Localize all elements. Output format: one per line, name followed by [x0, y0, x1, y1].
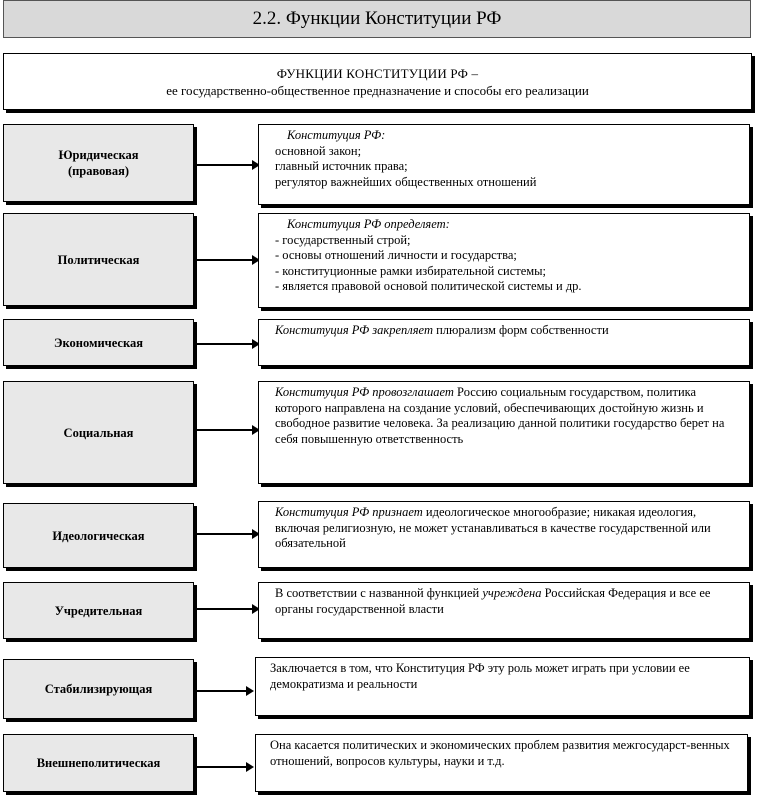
list-item: - государственный строй;: [275, 233, 741, 249]
function-constituent: [3, 582, 194, 639]
list-item: основной закон;: [275, 143, 362, 158]
desc-stabilizing: [255, 657, 750, 716]
page-title-text: 2.2. Функции Конституции РФ: [252, 8, 502, 29]
arrow-legal: [195, 164, 253, 166]
desc-foreign-policy-text: Она касается политических и экономических проблем развития межгосударст-венных отношений, вопросов культуры, науки и т.д.: [270, 738, 730, 768]
list-item: главный источник права;: [275, 159, 408, 173]
function-legal-subname: (правовая): [67, 164, 130, 178]
function-social: [3, 381, 194, 484]
desc-economic-text: плюрализм форм собственности: [432, 323, 609, 337]
desc-political-list: [275, 233, 741, 295]
arrow-economic: [195, 343, 253, 345]
desc-ideological: [258, 501, 750, 568]
definition-heading: ФУНКЦИИ КОНСТИТУЦИИ РФ –: [276, 65, 479, 81]
function-social-name: Социальная: [63, 425, 134, 440]
desc-social-lead: Конституция РФ провозглашает: [275, 385, 454, 399]
desc-ideological-lead: Конституция РФ признает: [275, 505, 423, 519]
list-item: - является правовой основой политической системы и др.: [275, 279, 741, 295]
function-foreign-policy: [3, 734, 194, 792]
function-stabilizing: [3, 659, 194, 719]
function-legal: [3, 124, 194, 202]
function-stabilizing-name: Стабилизирующая: [44, 682, 153, 696]
desc-constituent-text-before: В соответствии с названной функцией: [275, 586, 483, 600]
desc-legal-lead: Конституция РФ:: [287, 128, 386, 142]
function-political: [3, 213, 194, 306]
function-legal-name: Юридическая: [58, 148, 139, 162]
desc-political-lead: Конституция РФ определяет:: [287, 217, 450, 231]
desc-stabilizing-text: Заключается в том, что Конституция РФ эту роль может играть при условии ее демократизма и реальности: [270, 661, 690, 691]
desc-foreign-policy: [255, 734, 748, 792]
desc-constituent-text-after: Российская Федерация и все ее органы государственной власти: [275, 586, 711, 616]
list-item: - конституционные рамки избирательной системы;: [275, 264, 741, 280]
arrow-foreign-policy: [195, 766, 247, 768]
desc-economic-lead: Конституция РФ закрепляет: [275, 323, 433, 337]
list-item: регулятор важнейших общественных отношений: [275, 174, 537, 189]
function-political-name: Политическая: [57, 252, 140, 267]
desc-social-text: Россию социальным государством, политика которого направлена на создание условий, обеспечивающих достойную жизнь и свободное развитие человека. За реализацию данной политики государство берет на себя повышенную ответственность: [275, 385, 725, 446]
page-title: [3, 0, 751, 38]
function-economic-name: Экономическая: [53, 335, 144, 350]
function-ideological-name: Идеологическая: [52, 528, 145, 543]
arrow-ideological: [195, 533, 253, 535]
desc-constituent: [258, 582, 750, 639]
desc-social: [258, 381, 750, 484]
desc-political: [258, 213, 750, 308]
function-ideological: [3, 503, 194, 568]
arrow-stabilizing: [195, 690, 247, 692]
desc-ideological-text: идеологическое многообразие; никакая идеология, включая религиозную, не может устанавливаться в качестве государственной или обязательной: [275, 505, 711, 550]
definition-box: [3, 53, 752, 110]
desc-economic: [258, 319, 750, 366]
function-economic: [3, 319, 194, 366]
definition-text: ее государственно-общественное предназначение и способы его реализации: [166, 82, 589, 98]
function-constituent-name: Учредительная: [54, 603, 143, 618]
arrow-political: [195, 259, 253, 261]
arrow-constituent: [195, 608, 253, 610]
list-item: - основы отношений личности и государства;: [275, 248, 741, 264]
desc-constituent-lead: учреждена: [482, 586, 542, 600]
desc-legal: [258, 124, 750, 205]
function-foreign-policy-name: Внешнеполитическая: [36, 756, 161, 770]
desc-legal-list: [275, 144, 741, 191]
arrow-social: [195, 429, 253, 431]
